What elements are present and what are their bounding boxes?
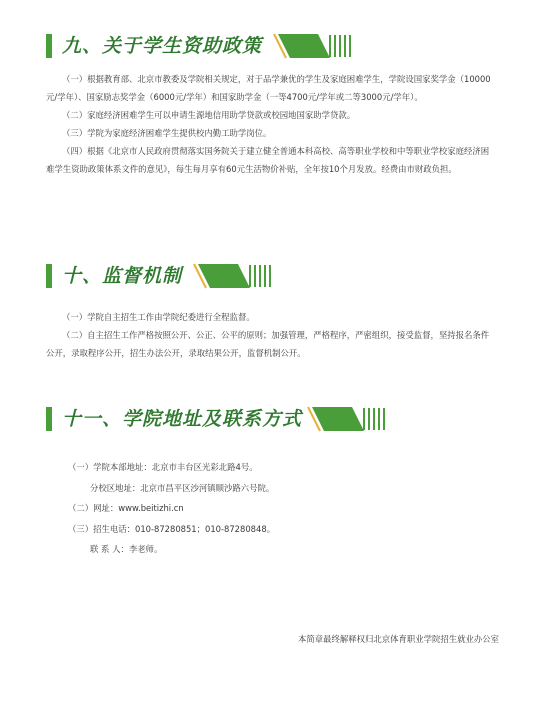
section-title: 十、监督机制: [62, 265, 183, 287]
contact-list: [68, 457, 275, 560]
paragraph: （四）根据《北京市人民政府贯彻落实国务院关于建立健全普通本科高校、高等职业学校和中等职业学校家庭经济困难学生资助政策体系文件的意见》，每生每月享有60元生活物价补贴，全年按10个月发放。经费由市财政负担。: [46, 146, 490, 174]
heading-decoration-icon: [302, 405, 394, 433]
supervision-paragraphs: [46, 308, 496, 362]
paragraph: （一）学院自主招生工作由学院纪委进行全程监督。: [62, 312, 255, 322]
heading-bar: [46, 264, 52, 288]
address-branch: 分校区地址：北京市昌平区沙河镇顺沙路六号院。: [90, 482, 275, 493]
paragraph: （三）学院为家庭经济困难学生提供校内勤工助学岗位。: [62, 128, 272, 138]
heading-bar: [46, 34, 52, 58]
footer-note: 本简章最终解释权归北京体育职业学院招生就业办公室: [298, 634, 499, 644]
contact-person: 联 系 人：李老师。: [90, 544, 163, 554]
admission-phone: （三）招生电话：010-87280851；010-87280848。: [68, 523, 276, 534]
paragraph: （二）自主招生工作严格按照公开、公正、公平的原则；加强管理，严格程序，严密组织，接受监督，坚持报名条件公开，录取程序公开，招生办法公开，录取结果公开，监督机制公开。: [46, 330, 490, 358]
heading-decoration-icon: [268, 32, 360, 60]
section-title: 九、关于学生资助政策: [62, 35, 263, 57]
paragraph: （二）家庭经济困难学生可以申请生源地信用助学贷款或校园地国家助学贷款。: [62, 110, 356, 120]
address-main: （一）学院本部地址：北京市丰台区光彩北路4号。: [68, 462, 258, 472]
heading-decoration-icon: [188, 262, 280, 290]
heading-bar: [46, 407, 52, 431]
website[interactable]: （二）网址：www.beitizhi.cn: [68, 503, 184, 513]
paragraph: （一）根据教育部、北京市教委及学院相关规定，对于品学兼优的学生及家庭困难学生，学院设国家奖学金（10000元/学年）、国家励志奖学金（6000元/学年）和国家助学金（一等4700元/学年或二等3000元/学年）。: [46, 74, 491, 102]
section-title: 十一、学院地址及联系方式: [62, 408, 303, 430]
aid-paragraphs: [46, 70, 496, 178]
